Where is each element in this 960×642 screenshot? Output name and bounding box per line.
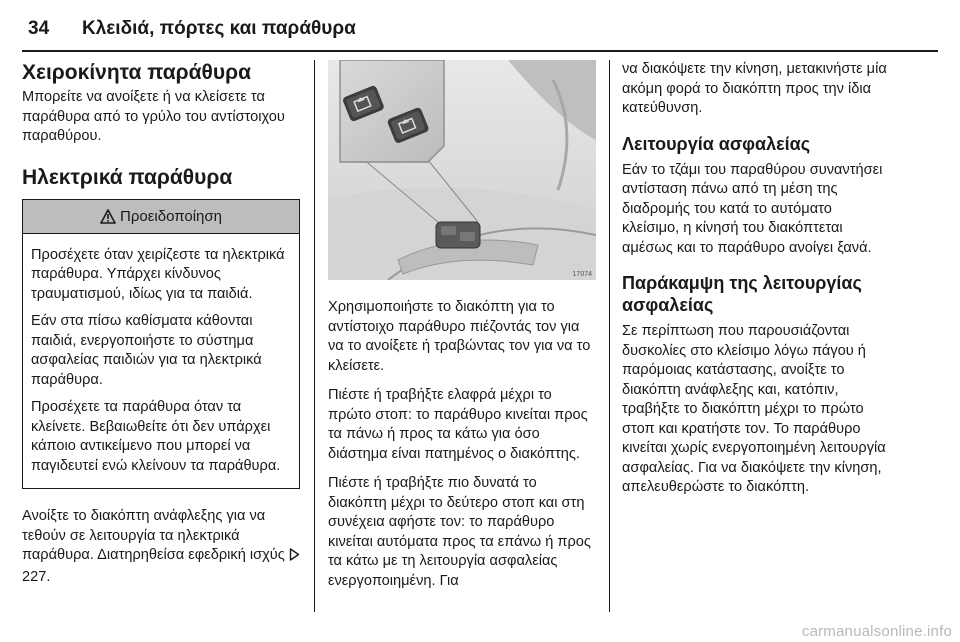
warning-paragraph-2: Εάν στα πίσω καθίσματα κάθονται παιδιά, ενεργοποιήστε το σύστημα ασφαλείας παιδιών για τα ηλεκτρικά παράθυρα. [31, 313, 262, 388]
switch-panel-small [436, 222, 480, 248]
heading-manual-windows: Χειροκίνητα παράθυρα [22, 61, 251, 84]
warning-paragraph-1: Προσέχετε όταν χειρίζεστε τα ηλεκτρικά παράθυρα. Υπάρχει κίνδυνος τραυματισμού, ιδίως για τα παιδιά. [31, 246, 285, 302]
figure-number: 17074 [572, 271, 592, 278]
page-number: 34 [28, 18, 50, 39]
watermark: carmanualsonline.info [801, 623, 952, 640]
paragraph-first-stop: Πιέστε ή τραβήξτε ελαφρά μέχρι το πρώτο στοπ: το παράθυρο κινείται προς τα πάνω ή προς τα κάτω για όσο διάστημα είναι πατημένος ο διακόπτης. [328, 387, 588, 462]
warning-triangle-icon [100, 209, 116, 224]
column-1 [22, 60, 300, 597]
paragraph-manual-windows: Μπορείτε να ανοίξετε ή να κλείσετε τα παράθυρα από το γρύλο του αντίστοιχου παραθύρου. [22, 89, 285, 144]
chapter-title: Κλειδιά, πόρτες και παράθυρα [82, 18, 356, 39]
window-switch-figure [328, 60, 596, 280]
ignition-page-ref: 227. [22, 568, 51, 585]
switch-zoom-inset [340, 60, 444, 162]
paragraph-continued: να διακόψετε την κίνηση, μετακινήστε μία ακόμη φορά το διακόπτη προς την ίδια κατεύθυνση. [622, 61, 887, 116]
page-reference-arrow-icon [289, 548, 300, 568]
warning-box [22, 199, 300, 490]
paragraph-switch-usage: Χρησιμοποιήστε το διακόπτη για το αντίστοιχο παράθυρο πιέζοντάς τον για να το ανοίξετε ή τραβώντας τον για να το κλείσετε. [328, 299, 591, 374]
paragraph-safety-function: Εάν το τζάμι του παραθύρου συναντήσει αντίσταση πάνω από τη μέση της διαδρομής του κατά το αυτόματο κλείσιμο, η κίνησή του διακόπτεται αμέσως και το παράθυρο ανοίγει ξανά. [622, 161, 883, 256]
door-panel-illustration [328, 60, 596, 280]
header-rule [22, 50, 938, 52]
column-3 [622, 60, 892, 508]
warning-header [23, 200, 299, 234]
warning-title: Προειδοποίηση [120, 207, 222, 225]
page-header [0, 0, 960, 52]
column-divider-2 [609, 60, 610, 612]
column-2 [328, 60, 596, 601]
warning-body [23, 234, 299, 489]
paragraph-second-stop: Πιέστε ή τραβήξτε πιο δυνατά το διακόπτη μέχρι το δεύτερο στοπ και στη συνέχεια αφήστε τον: το παράθυρο κινείται αυτόματα προς τα επάνω ή προς τα κάτω με τη λειτουργία ασφαλείας ενεργοποιημένη. Για [328, 475, 591, 589]
column-divider-1 [314, 60, 315, 612]
heading-safety-function: Λειτουργία ασφαλείας [622, 133, 811, 154]
heading-power-windows: Ηλεκτρικά παράθυρα [22, 165, 233, 189]
ignition-text: Ανοίξτε το διακόπτη ανάφλεξης για να τεθούν σε λειτουργία τα ηλεκτρικά παράθυρα. Διατηρηθείσα εφεδρική ισχύς [22, 508, 285, 563]
paragraph-override-safety: Σε περίπτωση που παρουσιάζονται δυσκολίες στο κλείσιμο λόγω πάγου ή παρόμοιας κατάστασης, ανοίξτε το διακόπτη ανάφλεξης και, κατόπιν, τραβήξτε το διακόπτη μέχρι το πρώτο στοπ και κρατήστε τον. Το παράθυρο κινείται χωρίς ενεργοποιημένη λειτουργία ασφαλείας. Για να διακόψετε την κίνηση, απελευθερώστε το διακόπτη. [622, 323, 886, 495]
paragraph-ignition [22, 507, 300, 587]
warning-paragraph-3: Προσέχετε τα παράθυρα όταν τα κλείνετε. Βεβαιωθείτε ότι δεν υπάρχει κάποιο αντικείμενο που μπορεί να παγιδευτεί ενώ κλείνουν τα παράθυρα. [31, 399, 281, 474]
heading-override-safety: Παράκαμψη της λειτουργίας ασφαλείας [622, 273, 862, 315]
